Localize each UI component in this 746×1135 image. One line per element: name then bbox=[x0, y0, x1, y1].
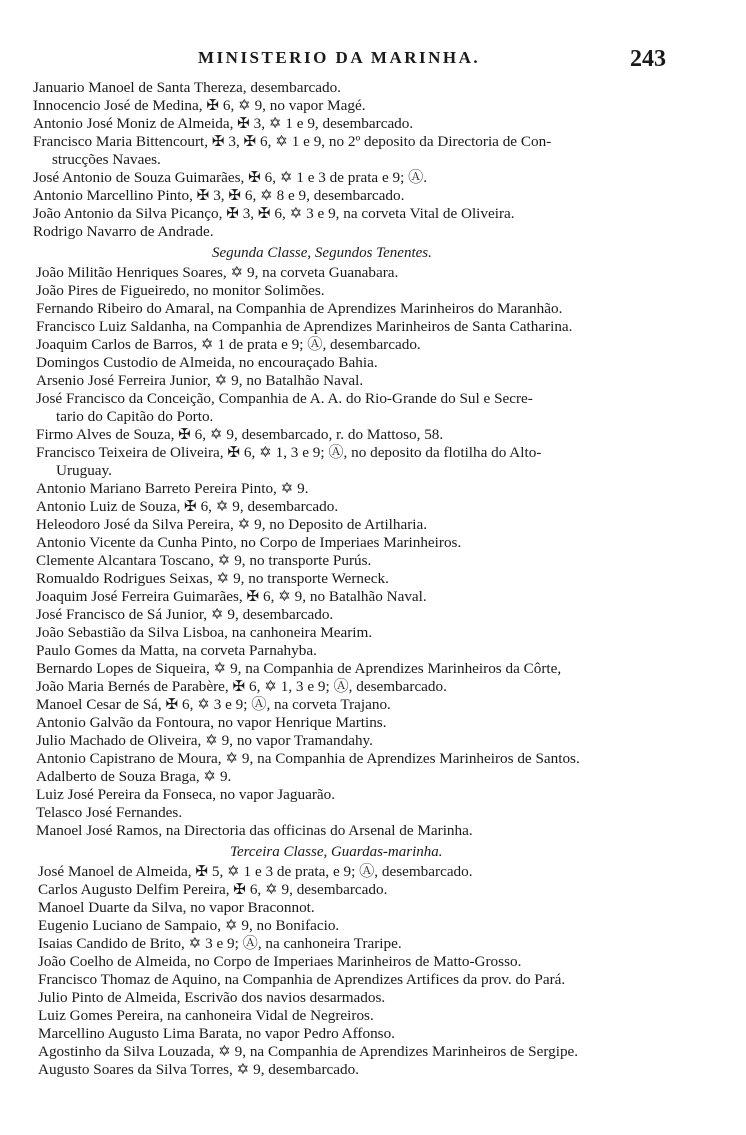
list-item: João Pires de Figueiredo, no monitor Solimões. bbox=[36, 282, 325, 299]
running-title: MINISTERIO DA MARINHA. bbox=[198, 48, 481, 67]
list-item: Antonio Galvão da Fontoura, no vapor Henrique Martins. bbox=[36, 714, 387, 731]
list-item: Manoel Duarte da Silva, no vapor Braconnot. bbox=[38, 899, 315, 916]
list-item: Januario Manoel de Santa Thereza, desembarcado. bbox=[33, 79, 341, 96]
list-item: Antonio José Moniz de Almeida, ✠ 3, ✡ 1 e 9, desembarcado. bbox=[33, 115, 414, 132]
list-item: Arsenio José Ferreira Junior, ✡ 9, no Batalhão Naval. bbox=[36, 372, 364, 389]
list-item: João Maria Bernés de Parabère, ✠ 6, ✡ 1, 3 e 9; Ⓐ, desembarcado. bbox=[36, 678, 447, 695]
list-item: Antonio Luiz de Souza, ✠ 6, ✡ 9, desembarcado. bbox=[36, 498, 339, 515]
list-item: Clemente Alcantara Toscano, ✡ 9, no transporte Purús. bbox=[36, 552, 372, 569]
list-item: Rodrigo Navarro de Andrade. bbox=[33, 223, 214, 240]
list-item: Marcellino Augusto Lima Barata, no vapor Pedro Affonso. bbox=[38, 1025, 395, 1042]
list-item: Agostinho da Silva Louzada, ✡ 9, na Companhia de Aprendizes Marinheiros de Sergipe. bbox=[38, 1043, 579, 1060]
list-item: José Francisco de Sá Junior, ✡ 9, desembarcado. bbox=[36, 606, 334, 623]
list-item: Domingos Custodio de Almeida, no encouraçado Bahia. bbox=[36, 354, 378, 371]
list-item: Joaquim Carlos de Barros, ✡ 1 de prata e 9; Ⓐ, desembarcado. bbox=[36, 336, 421, 353]
list-item: Romualdo Rodrigues Seixas, ✡ 9, no transporte Werneck. bbox=[36, 570, 389, 587]
list-item: Bernardo Lopes de Siqueira, ✡ 9, na Companhia de Aprendizes Marinheiros da Côrte, bbox=[36, 660, 562, 677]
list-item: Francisco Teixeira de Oliveira, ✠ 6, ✡ 1, 3 e 9; Ⓐ, no deposito da flotilha do Alto- bbox=[36, 444, 542, 461]
section-heading: Terceira Classe, Guardas-marinha. bbox=[230, 844, 443, 860]
list-item: José Antonio de Souza Guimarães, ✠ 6, ✡ 1 e 3 de prata e 9; Ⓐ. bbox=[33, 169, 428, 186]
page-header bbox=[0, 48, 746, 78]
list-item-continuation: Uruguay. bbox=[56, 462, 112, 479]
list-item: João Antonio da Silva Picanço, ✠ 3, ✠ 6, ✡ 3 e 9, na corveta Vital de Oliveira. bbox=[33, 205, 515, 222]
list-item: Heleodoro José da Silva Pereira, ✡ 9, no Deposito de Artilharia. bbox=[36, 516, 428, 533]
list-item: Antonio Marcellino Pinto, ✠ 3, ✠ 6, ✡ 8 e 9, desembarcado. bbox=[33, 187, 405, 204]
list-item: Francisco Thomaz de Aquino, na Companhia de Aprendizes Artifices da prov. do Pará. bbox=[38, 971, 566, 988]
list-item-continuation: tario do Capitão do Porto. bbox=[56, 408, 214, 425]
list-item: João Sebastião da Silva Lisboa, na canhoneira Mearim. bbox=[36, 624, 373, 641]
page-number: 243 bbox=[630, 46, 666, 72]
list-item: João Militão Henriques Soares, ✡ 9, na corveta Guanabara. bbox=[36, 264, 399, 281]
list-item: Manoel José Ramos, na Directoria das officinas do Arsenal de Marinha. bbox=[36, 822, 473, 839]
list-item: Fernando Ribeiro do Amaral, na Companhia de Aprendizes Marinheiros do Maranhão. bbox=[36, 300, 563, 317]
list-item: Eugenio Luciano de Sampaio, ✡ 9, no Bonifacio. bbox=[38, 917, 340, 934]
list-item: Francisco Maria Bittencourt, ✠ 3, ✠ 6, ✡ 1 e 9, no 2º deposito da Directoria de Con- bbox=[33, 133, 552, 150]
list-item-continuation: strucções Navaes. bbox=[52, 151, 161, 168]
list-item: Julio Machado de Oliveira, ✡ 9, no vapor Tramandahy. bbox=[36, 732, 373, 749]
list-item: Firmo Alves de Souza, ✠ 6, ✡ 9, desembarcado, r. do Mattoso, 58. bbox=[36, 426, 444, 443]
list-item: Telasco José Fernandes. bbox=[36, 804, 183, 821]
list-item: Carlos Augusto Delfim Pereira, ✠ 6, ✡ 9, desembarcado. bbox=[38, 881, 388, 898]
list-item: Joaquim José Ferreira Guimarães, ✠ 6, ✡ 9, no Batalhão Naval. bbox=[36, 588, 427, 605]
list-item: Luiz José Pereira da Fonseca, no vapor Jaguarão. bbox=[36, 786, 336, 803]
list-item: Julio Pinto de Almeida, Escrivão dos navios desarmados. bbox=[38, 989, 386, 1006]
list-item: Francisco Luiz Saldanha, na Companhia de Aprendizes Marinheiros de Santa Catharina. bbox=[36, 318, 573, 335]
list-item: Antonio Mariano Barreto Pereira Pinto, ✡ 9. bbox=[36, 480, 309, 497]
list-item: Innocencio José de Medina, ✠ 6, ✡ 9, no vapor Magé. bbox=[33, 97, 366, 114]
list-item: Luiz Gomes Pereira, na canhoneira Vidal de Negreiros. bbox=[38, 1007, 374, 1024]
list-item: José Manoel de Almeida, ✠ 5, ✡ 1 e 3 de prata, e 9; Ⓐ, desembarcado. bbox=[38, 863, 473, 880]
list-item: Antonio Capistrano de Moura, ✡ 9, na Companhia de Aprendizes Marinheiros de Santos. bbox=[36, 750, 580, 767]
list-item: Antonio Vicente da Cunha Pinto, no Corpo de Imperiaes Marinheiros. bbox=[36, 534, 462, 551]
list-item: Augusto Soares da Silva Torres, ✡ 9, desembarcado. bbox=[38, 1061, 359, 1078]
list-item: João Coelho de Almeida, no Corpo de Imperiaes Marinheiros de Matto-Grosso. bbox=[38, 953, 522, 970]
list-item: Manoel Cesar de Sá, ✠ 6, ✡ 3 e 9; Ⓐ, na corveta Trajano. bbox=[36, 696, 391, 713]
section-heading: Segunda Classe, Segundos Tenentes. bbox=[212, 245, 432, 261]
list-item: Paulo Gomes da Matta, na corveta Parnahyba. bbox=[36, 642, 317, 659]
list-item: Adalberto de Souza Braga, ✡ 9. bbox=[36, 768, 232, 785]
list-item: José Francisco da Conceição, Companhia de A. A. do Rio-Grande do Sul e Secre- bbox=[36, 390, 533, 407]
list-item: Isaias Candido de Brito, ✡ 3 e 9; Ⓐ, na canhoneira Traripe. bbox=[38, 935, 402, 952]
